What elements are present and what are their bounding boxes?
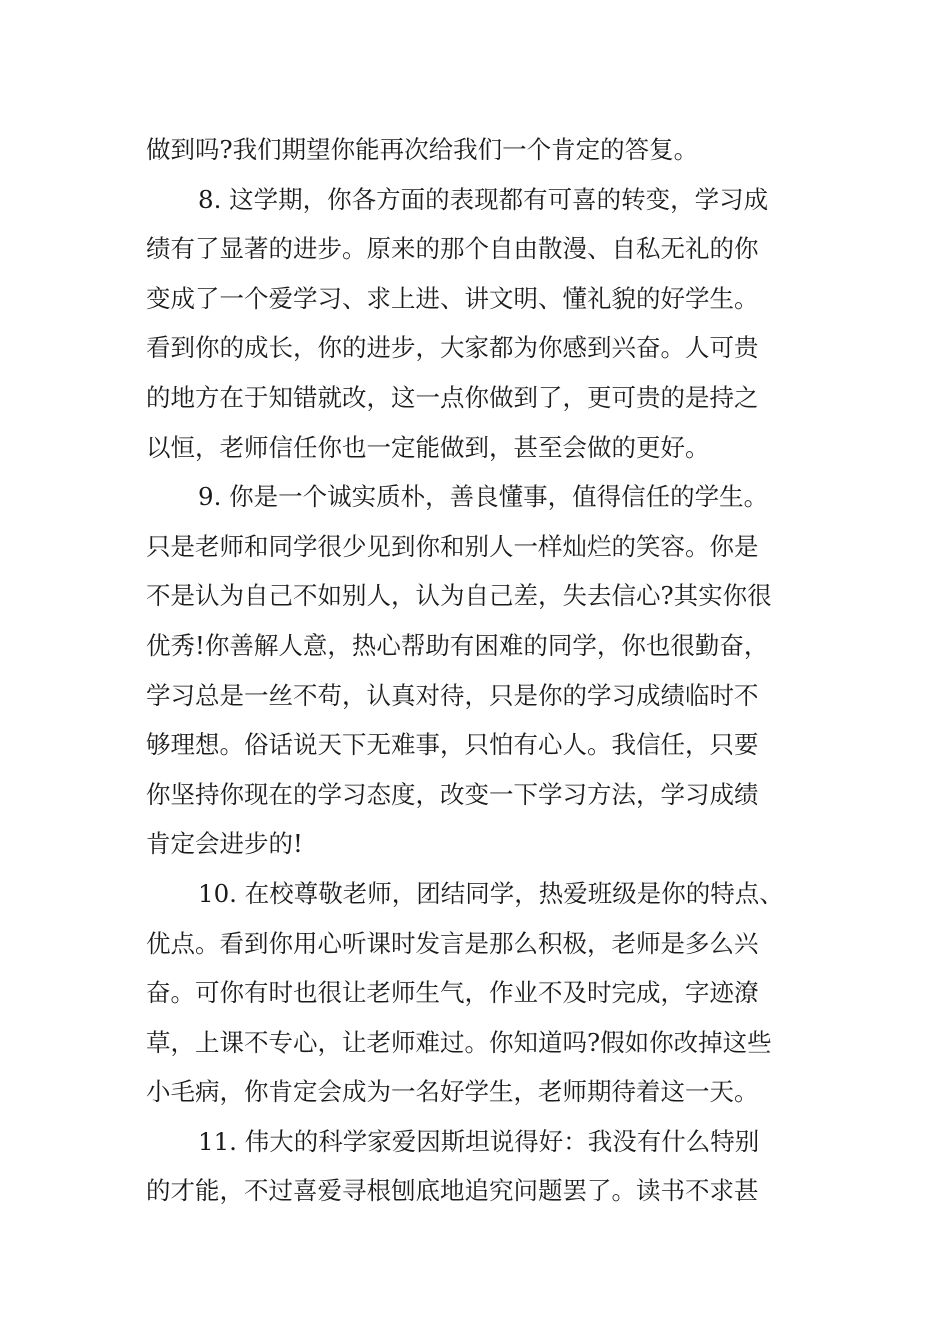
text-line: 绩有了显著的进步。原来的那个自由散漫、自私无礼的你 [146, 234, 759, 264]
text-line: 学习总是一丝不苟，认真对待，只是你的学习成绩临时不 [146, 680, 759, 710]
paragraph-8-start: 8. 这学期，你各方面的表现都有可喜的转变，学习成 [198, 184, 769, 214]
text-line: 看到你的成长，你的进步，大家都为你感到兴奋。人可贵 [146, 333, 759, 363]
text-line: 的地方在于知错就改，这一点你做到了，更可贵的是持之 [146, 382, 759, 412]
text-line: 的才能，不过喜爱寻根刨底地追究问题罢了。读书不求甚 [146, 1176, 759, 1206]
paragraph-10-start: 10. 在校尊敬老师，团结同学，热爱班级是你的特点、 [198, 878, 784, 908]
text-line: 优点。看到你用心听课时发言是那么积极，老师是多么兴 [146, 928, 759, 958]
text-line: 奋。可你有时也很让老师生气，作业不及时完成，字迹潦 [146, 978, 759, 1008]
text-line: 不是认为自己不如别人，认为自己差，失去信心?其实你很 [146, 581, 772, 611]
text-line: 做到吗?我们期望你能再次给我们一个肯定的答复。 [146, 135, 699, 164]
paragraph-11-start: 11. 伟大的科学家爱因斯坦说得好：我没有什么特别 [198, 1126, 760, 1156]
text-line: 小毛病，你肯定会成为一名好学生，老师期待着这一天。 [146, 1077, 759, 1107]
text-line: 变成了一个爱学习、求上进、讲文明、懂礼貌的好学生。 [146, 283, 759, 313]
text-line: 只是老师和同学很少见到你和别人一样灿烂的笑容。你是 [146, 531, 759, 561]
text-line: 肯定会进步的! [146, 829, 303, 859]
document-body [146, 125, 836, 1216]
text-line: 优秀!你善解人意，热心帮助有困难的同学，你也很勤奋， [146, 630, 769, 660]
text-line: 够理想。俗话说天下无难事，只怕有心人。我信任，只要 [146, 730, 759, 760]
text-line: 你坚持你现在的学习态度，改变一下学习方法，学习成绩 [146, 779, 759, 809]
text-line: 以恒，老师信任你也一定能做到，甚至会做的更好。 [146, 432, 710, 462]
paragraph-9-start: 9. 你是一个诚实质朴，善良懂事，值得信任的学生。 [198, 482, 769, 512]
text-line: 草，上课不专心，让老师难过。你知道吗?假如你改掉这些 [146, 1027, 772, 1057]
